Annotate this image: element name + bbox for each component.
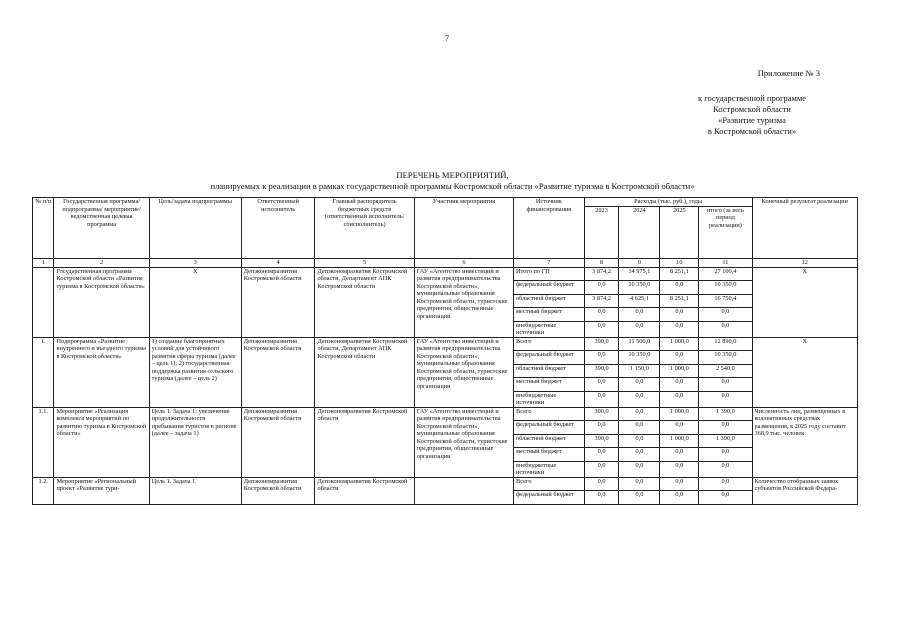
value-2024-cell: 10 350,0 (619, 351, 660, 365)
funding-source-cell: областной бюджет (514, 364, 585, 378)
column-number: 10 (660, 258, 699, 267)
row-number (33, 267, 54, 337)
column-number: 11 (699, 258, 752, 267)
row-number: 1.2. (33, 477, 54, 504)
header-year-2024: 2024 (619, 206, 660, 258)
responsible-cell: Депэкономразвития Костромской области (241, 407, 315, 477)
value-2024-cell: 0,0 (619, 421, 660, 435)
value-total-cell: 0,0 (699, 421, 752, 435)
budget-holder-cell: Депэкономразвития Костромской области (315, 477, 414, 504)
funding-source-cell: внебюджетные источники (514, 321, 585, 337)
value-2023-cell: 0,0 (584, 461, 619, 477)
value-total-cell: 0,0 (699, 308, 752, 322)
document-subtitle: планируемых к реализации в рамках государственной программы Костромской области «Развитие туризма в Костромской области» (210, 181, 695, 191)
funding-source-cell: Всего (514, 477, 585, 491)
funding-source-cell: внебюджетные источники (514, 461, 585, 477)
value-2023-cell: 390,0 (584, 364, 619, 378)
participant-cell: ГАУ «Агентство инвестиций и развития предпринимательства Костромской области», муниципальные образования Костромской области, туристские предприятия, общественные организации (414, 407, 513, 477)
value-2025-cell: 0,0 (660, 281, 699, 295)
table-body (33, 198, 858, 505)
header-year-2025: 2025 (660, 206, 699, 258)
row-number: 1. (33, 337, 54, 407)
appendix-number: Приложение № 3 (757, 68, 820, 78)
value-2023-cell: 0,0 (584, 491, 619, 505)
responsible-cell: Депэкономразвития Костромской области (241, 337, 315, 407)
value-2025-cell: 8 251,1 (660, 294, 699, 308)
header-responsible: Ответственный исполнитель (241, 198, 315, 259)
value-2023-cell: 0,0 (584, 281, 619, 295)
value-2024-cell: 0,0 (619, 378, 660, 392)
funding-source-cell: областной бюджет (514, 434, 585, 448)
value-total-cell: 16 750,4 (699, 294, 752, 308)
value-total-cell: 0,0 (699, 448, 752, 462)
value-2025-cell: 1 000,0 (660, 407, 699, 421)
header-result: Конечный результат реализации (752, 198, 857, 259)
appendix-line: «Развитие туризма (718, 115, 786, 125)
funding-source-cell: Всего (514, 407, 585, 421)
value-total-cell: 1 390,0 (699, 434, 752, 448)
value-total-cell: 10 350,0 (699, 351, 752, 365)
value-2024-cell: 0,0 (619, 321, 660, 337)
participant-cell (414, 477, 513, 504)
participant-cell: ГАУ «Агентство инвестиций и развития предпринимательства Костромской области», муниципальные образования Костромской области, туристские предприятия, общественные организации (414, 267, 513, 337)
value-2024-cell: 0,0 (619, 491, 660, 505)
result-cell: Х (752, 337, 857, 407)
value-2023-cell: 0,0 (584, 421, 619, 435)
value-2025-cell: 0,0 (660, 461, 699, 477)
funding-source-cell: федеральный бюджет (514, 421, 585, 435)
program-cell: Мероприятие «Реализация комплекса мероприятий по развитию туризма в Костромской области» (54, 407, 149, 477)
value-2024-cell: 0,0 (619, 477, 660, 491)
value-2024-cell: 10 350,0 (619, 281, 660, 295)
value-total-cell: 2 540,0 (699, 364, 752, 378)
value-2025-cell: 1 000,0 (660, 434, 699, 448)
value-2023-cell: 390,0 (584, 337, 619, 351)
page-number: 7 (445, 34, 449, 43)
funding-source-cell: федеральный бюджет (514, 281, 585, 295)
table-row (33, 267, 858, 281)
value-2024-cell: 0,0 (619, 461, 660, 477)
program-cell: Подпрограмма «Развитие внутреннего и въездного туризма в Костромской области» (54, 337, 149, 407)
column-number: 2 (54, 258, 149, 267)
goal-cell: Цель 1. Задача 1 (149, 477, 241, 504)
value-2025-cell: 0,0 (660, 321, 699, 337)
header-program: Государственная программа/ подпрограмма/ мероприятие/ ведомственная целевая программа (54, 198, 149, 259)
appendix-line: Костромской области (713, 104, 791, 114)
table-row (33, 337, 858, 351)
value-2023-cell: 0,0 (584, 351, 619, 365)
value-2025-cell: 0,0 (660, 421, 699, 435)
value-2023-cell: 0,0 (584, 477, 619, 491)
value-total-cell: 1 390,0 (699, 407, 752, 421)
document-title: ПЕРЕЧЕНЬ МЕРОПРИЯТИЙ, (396, 170, 509, 180)
funding-source-cell: внебюджетные источники (514, 391, 585, 407)
value-2024-cell: 0,0 (619, 407, 660, 421)
value-total-cell: 0,0 (699, 491, 752, 505)
value-2023-cell: 390,0 (584, 434, 619, 448)
responsible-cell: Депэкономразвития Костромской области (241, 477, 315, 504)
column-number: 9 (619, 258, 660, 267)
value-2023-cell: 0,0 (584, 308, 619, 322)
responsible-cell: Депэкономразвития Костромской области (241, 267, 315, 337)
value-2024-cell: 0,0 (619, 308, 660, 322)
value-2025-cell: 0,0 (660, 477, 699, 491)
column-number: 5 (315, 258, 414, 267)
value-2023-cell: 3 874,2 (584, 267, 619, 281)
value-total-cell: 12 890,0 (699, 337, 752, 351)
value-2025-cell: 0,0 (660, 351, 699, 365)
program-cell: Мероприятие «Региональный проект «Развитие тури- (54, 477, 149, 504)
goal-cell: Цель 1. Задача 1: увеличение продолжительности пребывания туристов в регионе (далее – задача 1) (149, 407, 241, 477)
value-2025-cell: 0,0 (660, 308, 699, 322)
value-2023-cell: 0,0 (584, 448, 619, 462)
row-number: 1.1. (33, 407, 54, 477)
value-2024-cell: 11 500,0 (619, 337, 660, 351)
budget-holder-cell: Депэкономразвития Костромской области (315, 407, 414, 477)
value-2025-cell: 0,0 (660, 491, 699, 505)
program-cell: Государственная программа Костромской области «Развитие туризма в Костромской области» (54, 267, 149, 337)
result-cell: Количество отобранных заявок субъектов Российской Федера- (752, 477, 857, 504)
value-total-cell: 0,0 (699, 391, 752, 407)
result-cell: Численность лиц, размещенных в коллективных средствах размещения, к 2025 году составит 368,9 тыс. человек (752, 407, 857, 477)
header-num: № п/п (33, 198, 54, 259)
value-2024-cell: 1 150,0 (619, 364, 660, 378)
funding-source-cell: федеральный бюджет (514, 351, 585, 365)
value-total-cell: 0,0 (699, 461, 752, 477)
appendix-line: к государственной программе (697, 93, 807, 103)
value-2023-cell: 0,0 (584, 378, 619, 392)
value-2025-cell: 1 000,0 (660, 364, 699, 378)
column-number: 12 (752, 258, 857, 267)
funding-source-cell: областной бюджет (514, 294, 585, 308)
table-row (33, 477, 858, 491)
participant-cell: ГАУ «Агентство инвестиций и развития предпринимательства Костромской области», муниципальные образования Костромской области, туристские предприятия, общественные организации (414, 337, 513, 407)
funding-source-cell: Итого по ГП (514, 267, 585, 281)
value-2025-cell: 0,0 (660, 378, 699, 392)
funding-source-cell: Всего (514, 337, 585, 351)
funding-source-cell: местный бюджет (514, 378, 585, 392)
result-cell: Х (752, 267, 857, 337)
funding-source-cell: местный бюджет (514, 308, 585, 322)
column-number: 1 (33, 258, 54, 267)
header-year-2023: 2023 (584, 206, 619, 258)
header-source: Источник финансирования (514, 198, 585, 259)
appendix-note (684, 68, 820, 137)
column-number: 3 (149, 258, 241, 267)
header-goal: Цель/задача подпрограммы (149, 198, 241, 259)
value-total-cell: 10 350,0 (699, 281, 752, 295)
value-2024-cell: 0,0 (619, 391, 660, 407)
column-number: 8 (584, 258, 619, 267)
goal-cell: 1) создание благоприятных условий для устойчивого развития сферы туризма (далее – цель 1); 2) государственная поддержка развития сельского туризма (далее – цель 2) (149, 337, 241, 407)
goal-cell: Х (149, 267, 241, 337)
header-total: итого (за весь период реализации) (699, 206, 752, 258)
header-expenses: Расходы (тыс. руб.), годы (584, 198, 752, 207)
table-row (33, 407, 858, 421)
value-2025-cell: 1 000,0 (660, 337, 699, 351)
column-number: 6 (414, 258, 513, 267)
value-2023-cell: 3 874,2 (584, 294, 619, 308)
budget-holder-cell: Депэкономразвития Костромской области, Департамент АПК Костромской области (315, 267, 414, 337)
value-2023-cell: 390,0 (584, 407, 619, 421)
value-2025-cell: 8 251,1 (660, 267, 699, 281)
budget-holder-cell: Депэкономразвития Костромской области, Департамент АПК Костромской области (315, 337, 414, 407)
value-2024-cell: 0,0 (619, 434, 660, 448)
header-participant: Участник мероприятия (414, 198, 513, 259)
measures-table (32, 197, 858, 505)
value-total-cell: 0,0 (699, 477, 752, 491)
value-total-cell: 27 100,4 (699, 267, 752, 281)
header-row (33, 198, 858, 207)
header-budget-holder: Главный распорядитель бюджетных средств (ответственный исполнитель/соисполнитель) (315, 198, 414, 259)
value-total-cell: 0,0 (699, 378, 752, 392)
funding-source-cell: местный бюджет (514, 448, 585, 462)
value-2024-cell: 0,0 (619, 448, 660, 462)
column-number: 4 (241, 258, 315, 267)
appendix-line: в Костромской области» (707, 126, 797, 136)
value-2024-cell: 14 975,1 (619, 267, 660, 281)
value-2023-cell: 0,0 (584, 321, 619, 337)
value-2024-cell: 4 625,1 (619, 294, 660, 308)
value-2025-cell: 0,0 (660, 391, 699, 407)
value-2023-cell: 0,0 (584, 391, 619, 407)
value-2025-cell: 0,0 (660, 448, 699, 462)
column-number: 7 (514, 258, 585, 267)
funding-source-cell: федеральный бюджет (514, 491, 585, 505)
column-number-row (33, 258, 858, 267)
value-total-cell: 0,0 (699, 321, 752, 337)
